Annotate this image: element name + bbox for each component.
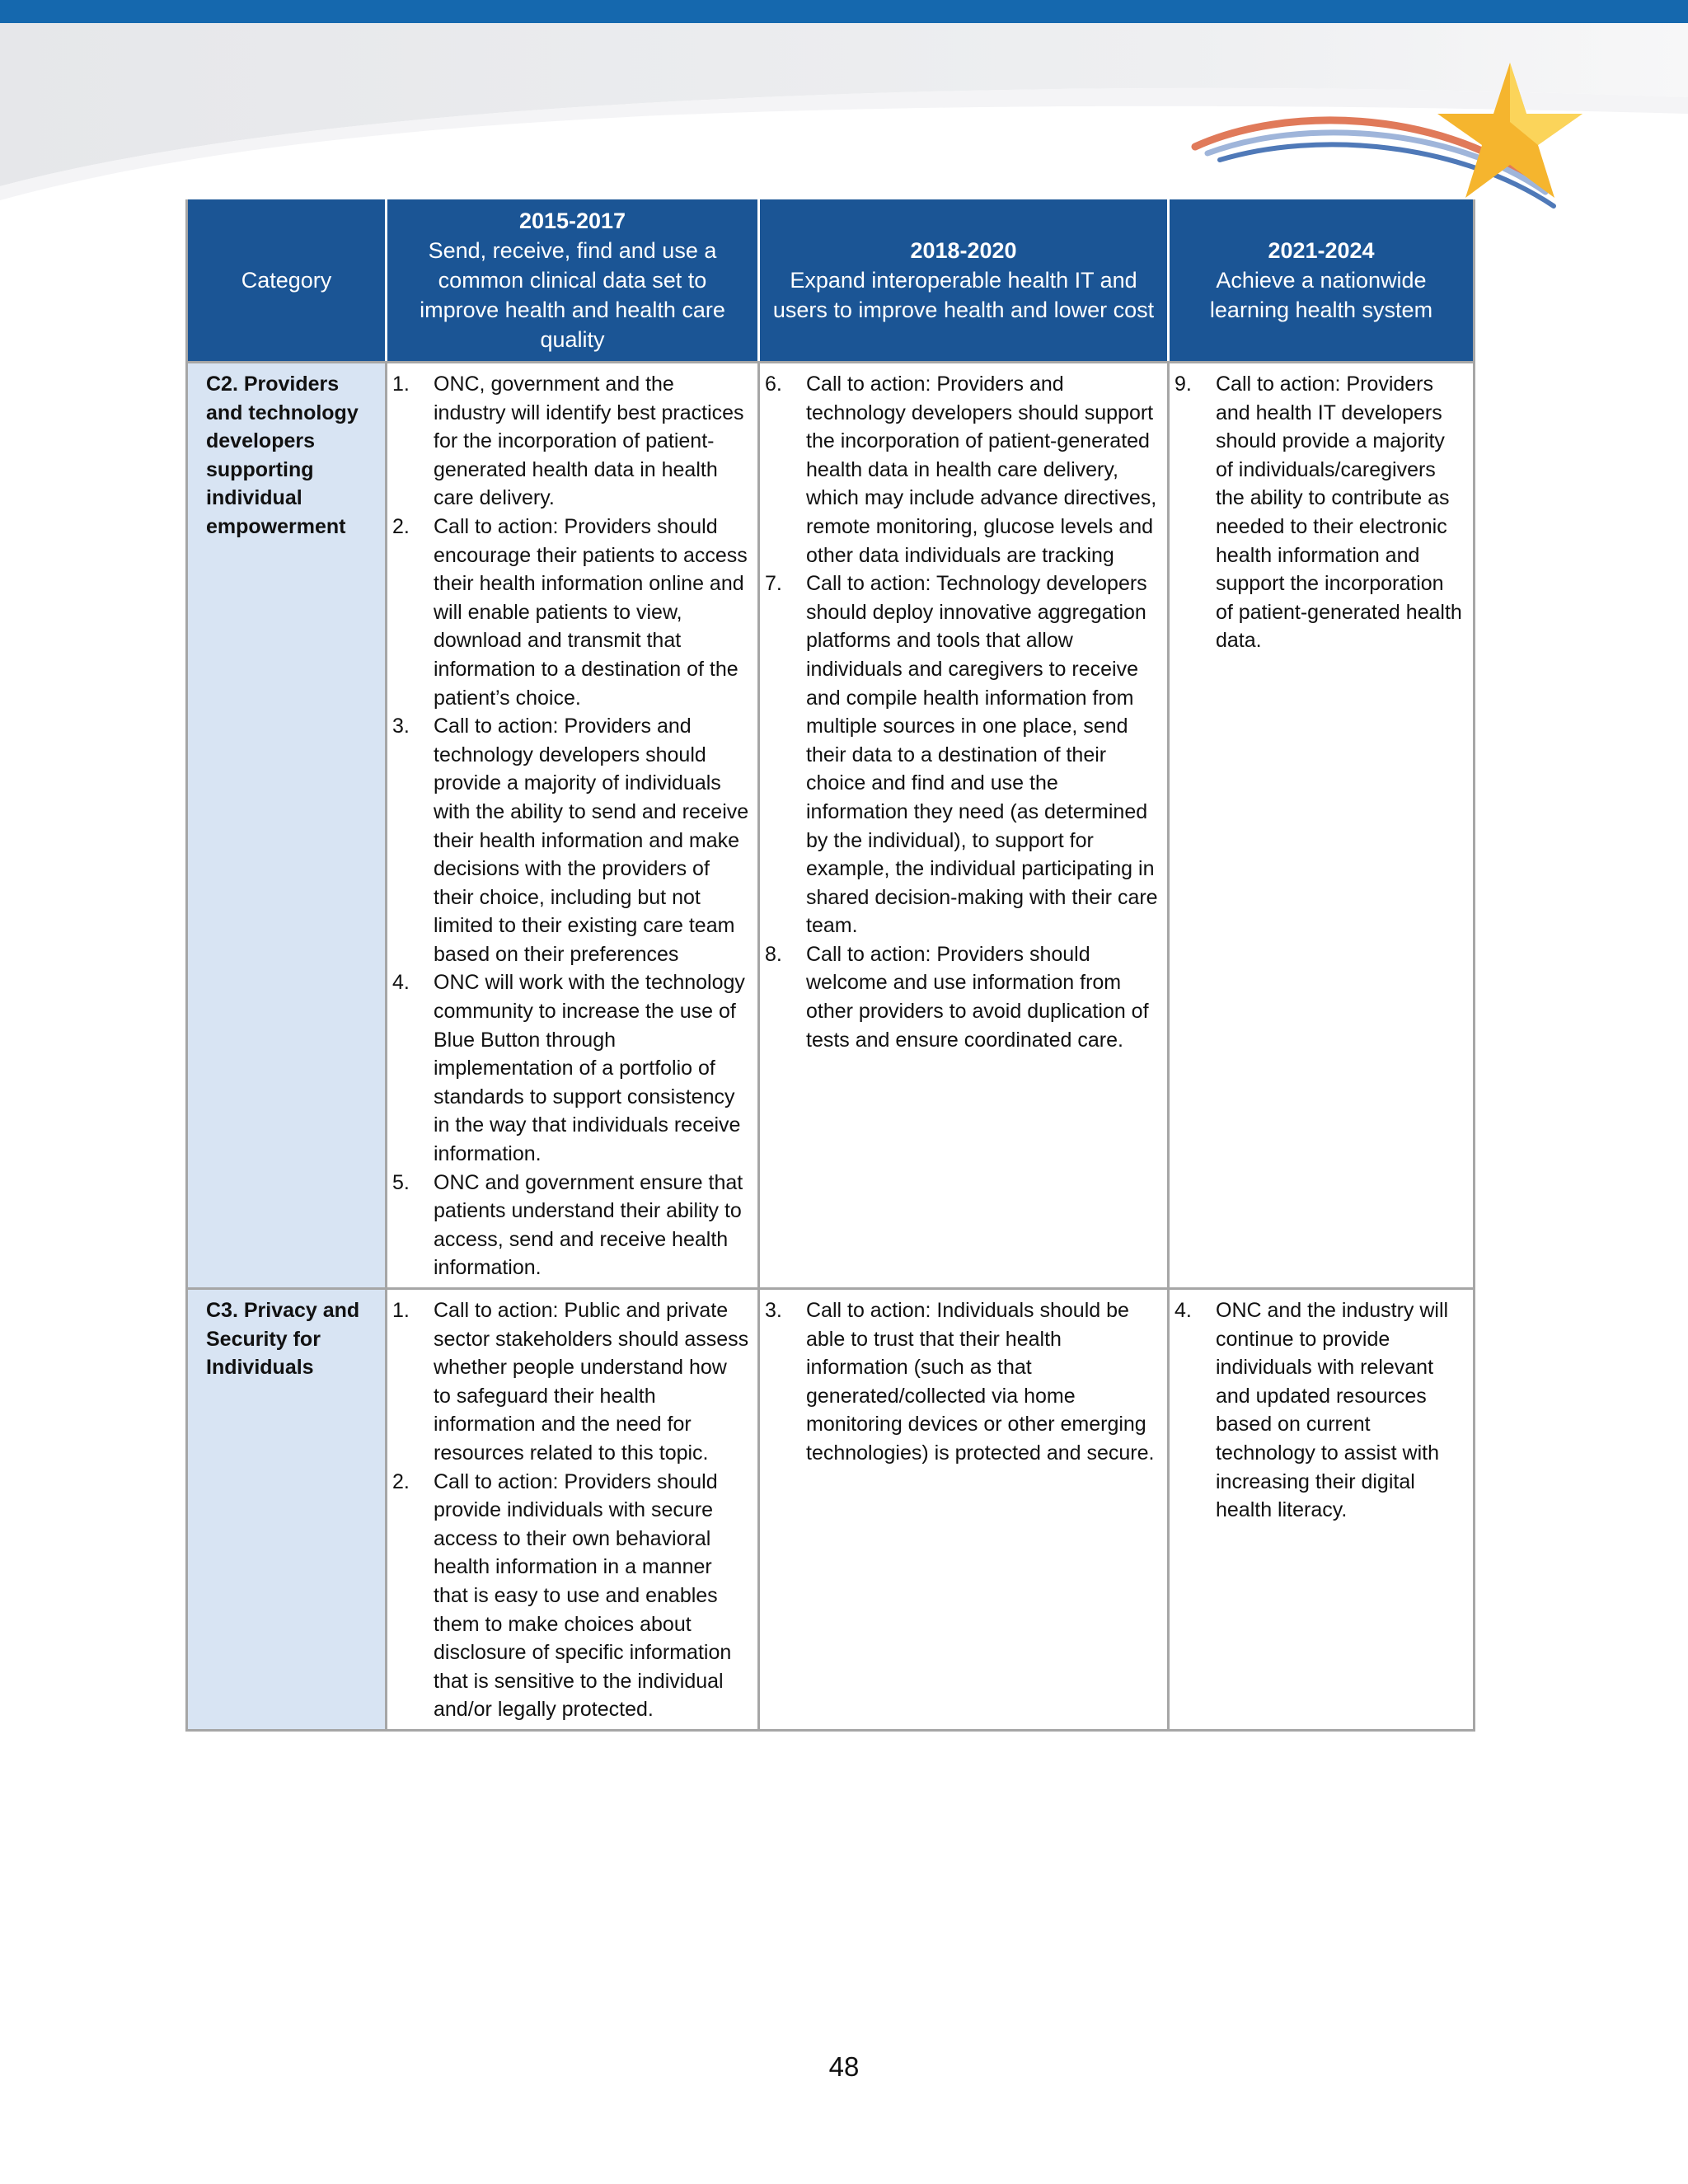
header-2018-2020 [759, 199, 1169, 363]
item-text: Call to action: Individuals should be able to trust that their health information (such as that generated/collected via home monitoring devices or other emerging technologies) is protected and secure. [806, 1299, 1155, 1465]
item-number: 3. [392, 715, 410, 738]
item-number: 7. [765, 572, 782, 596]
item-number: 2. [392, 1469, 410, 1493]
list-item [765, 1296, 1159, 1468]
header-period-label: 2021-2024 [1268, 238, 1375, 263]
action-list [1175, 1296, 1465, 1525]
list-item [765, 370, 1159, 569]
list-item [392, 370, 749, 513]
page-number: 48 [828, 2051, 860, 2082]
table-row [187, 363, 1475, 1289]
category-cell [187, 363, 387, 1289]
table-row [187, 1289, 1475, 1731]
list-item [1175, 370, 1465, 655]
item-text: Call to action: Providers and technology developers should provide a majority of individuals with the ability to send and receive their health information and make decisions with the providers of their choice, including but not limited to their existing care team based on their preferences [434, 715, 749, 966]
item-number: 6. [765, 373, 782, 396]
list-item [765, 940, 1159, 1054]
cell-2021-2024 [1169, 363, 1475, 1289]
cell-2018-2020 [759, 363, 1169, 1289]
list-item [392, 1169, 749, 1282]
header-goal-label: Send, receive, find and use a common clinical data set to improve health and health care quality [420, 238, 725, 352]
header-goal-label: Achieve a nationwide learning health system [1209, 268, 1433, 322]
action-list [392, 1296, 749, 1724]
item-text: ONC and the industry will continue to provide individuals with relevant and updated resources based on current technology to assist with increasing their digital health literacy. [1216, 1299, 1449, 1522]
top-accent-bar [0, 0, 1688, 23]
header-period-label: 2015-2017 [518, 209, 626, 233]
category-label: C2. Providers and technology developers supporting individual empowerment [206, 373, 359, 538]
item-number: 4. [1175, 1299, 1192, 1322]
cell-2021-2024 [1169, 1289, 1475, 1731]
item-number: 4. [392, 971, 410, 995]
category-cell [187, 1289, 387, 1731]
item-number: 1. [392, 1299, 410, 1322]
item-number: 9. [1175, 373, 1192, 396]
header-2021-2024 [1169, 199, 1475, 363]
cell-2015-2017 [387, 363, 759, 1289]
item-text: ONC will work with the technology community to increase the use of Blue Button through implementation of a portfolio of standards to support consistency in the way that individuals receive information. [434, 971, 745, 1166]
item-text: Call to action: Providers and health IT developers should provide a majority of individuals/caregivers the ability to contribute as needed to their electronic health information and support the incorporation of patient-generated health data. [1216, 373, 1462, 653]
cell-2015-2017 [387, 1289, 759, 1731]
item-text: ONC, government and the industry will identify best practices for the incorporation of patient-generated health data in health care delivery. [434, 373, 744, 510]
item-number: 1. [392, 373, 410, 396]
item-number: 5. [392, 1170, 410, 1194]
item-number: 3. [765, 1299, 782, 1322]
list-item [765, 569, 1159, 940]
item-text: ONC and government ensure that patients understand their ability to access, send and receive health information. [434, 1170, 743, 1280]
item-text: Call to action: Technology developers should deploy innovative aggregation platforms and tools that allow individuals and caregivers to receive and compile health information from multiple sources in one place, send their data to a destination of their choice and find and use the information they need (as determined by the individual), to support for example, the individual participating in shared decision-making with their care team. [806, 572, 1158, 938]
list-item [392, 1296, 749, 1468]
list-item [1175, 1296, 1465, 1525]
interoperability-roadmap-table [185, 199, 1475, 1732]
action-list [765, 370, 1159, 1054]
action-list [765, 1296, 1159, 1468]
cell-2018-2020 [759, 1289, 1169, 1731]
item-text: Call to action: Providers should encourage their patients to access their health information online and will enable patients to view, download and transmit that information to a destination of the patient’s choice. [434, 514, 748, 710]
item-text: Call to action: Public and private sector stakeholders should assess whether people understand how to safeguard their health information and the need for resources related to this topic. [434, 1299, 749, 1465]
header-category-label: Category [241, 268, 332, 293]
item-number: 8. [765, 942, 782, 966]
header-period-label: 2018-2020 [910, 238, 1017, 263]
list-item [392, 513, 749, 712]
item-text: Call to action: Providers should provide individuals with secure access to their own behavioral health information in a manner that is easy to use and enables them to make choices about disclosure of specific information that is sensitive to the individual and/or legally protected. [434, 1469, 732, 1722]
item-text: Call to action: Providers and technology developers should support the incorporation of patient-generated health data in health care delivery, which may include advance directives, remote monitoring, glucose levels and other data individuals are tracking [806, 373, 1157, 567]
list-item [392, 1468, 749, 1724]
item-number: 2. [392, 514, 410, 538]
header-2015-2017 [387, 199, 759, 363]
header-category [187, 199, 387, 363]
action-list [1175, 370, 1465, 655]
table-header-row [187, 199, 1475, 363]
item-text: Call to action: Providers should welcome and use information from other providers to avoid duplication of tests and ensure coordinated care. [806, 942, 1149, 1052]
header-goal-label: Expand interoperable health IT and users to improve health and lower cost [772, 268, 1155, 322]
list-item [392, 712, 749, 968]
action-list [392, 370, 749, 1282]
list-item [392, 968, 749, 1168]
category-label: C3. Privacy and Security for Individuals [206, 1299, 360, 1380]
